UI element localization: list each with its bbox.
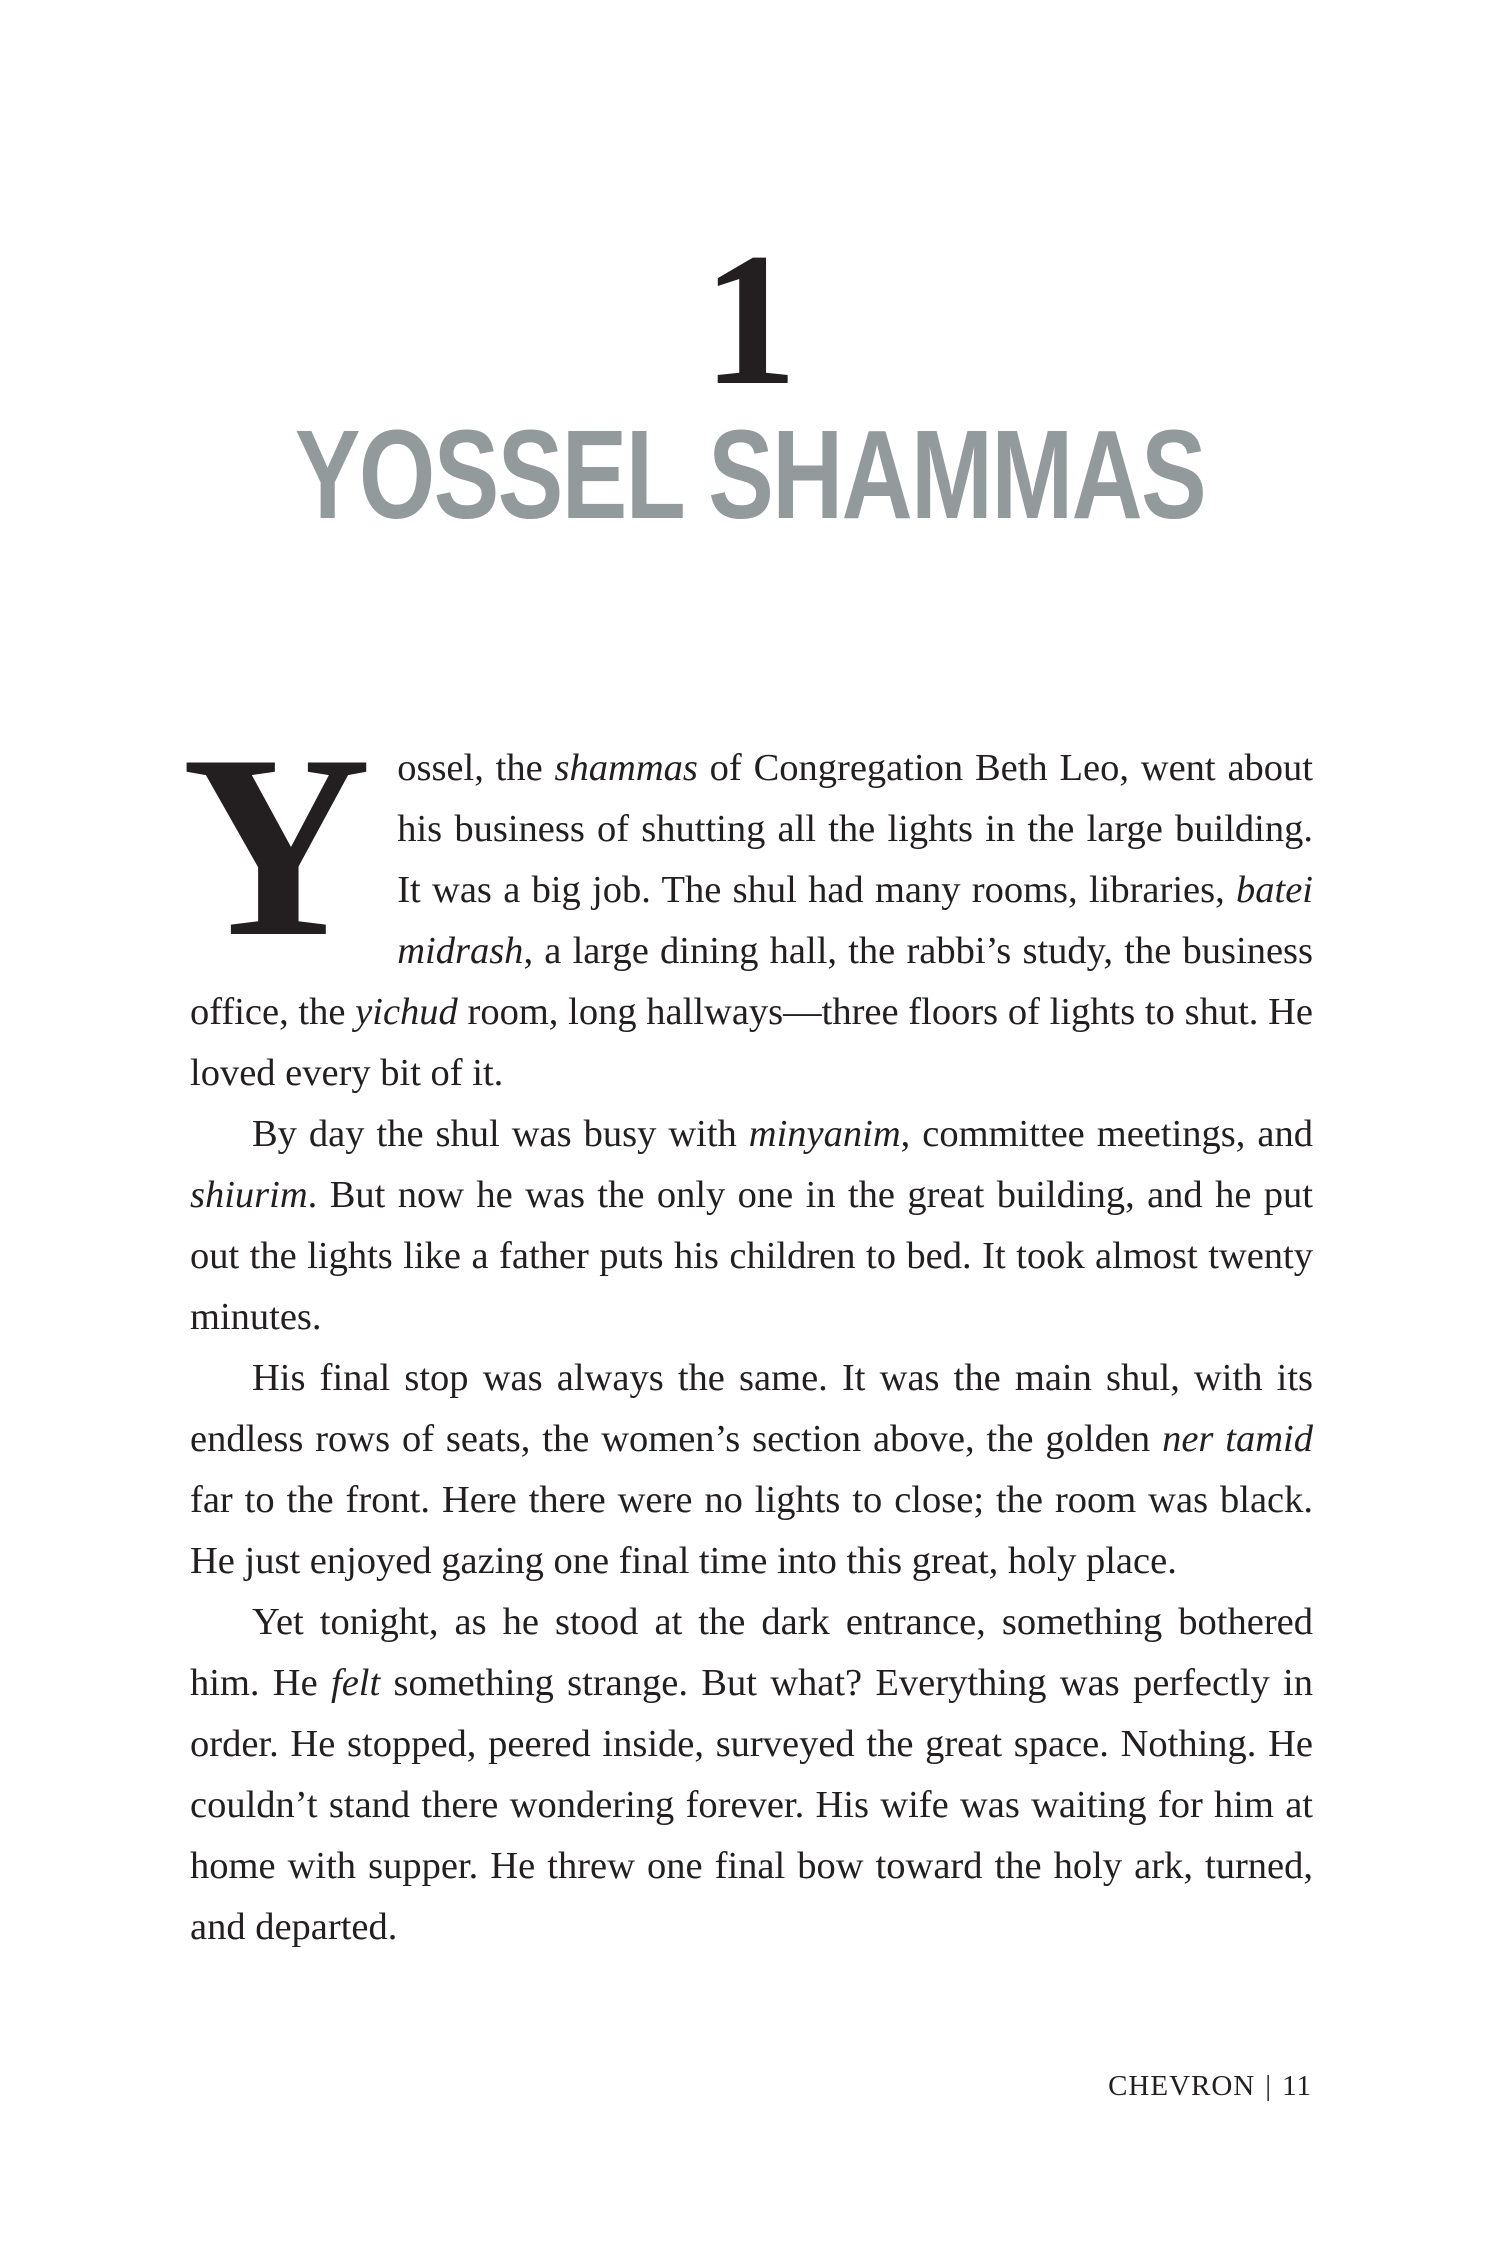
page-footer: [1108, 2068, 1312, 2104]
running-head: CHEVRON: [1108, 2070, 1256, 2102]
text-run: By day the shul was busy with: [252, 1113, 749, 1155]
italic-term: felt: [331, 1662, 381, 1704]
drop-cap: Y: [182, 701, 372, 991]
page-number: 11: [1282, 2070, 1312, 2102]
text-run: ossel, the: [397, 747, 555, 789]
italic-term: ner tamid: [1162, 1418, 1313, 1460]
text-run: His final stop was always the same. It was the main shul, with its endless rows of seats, the women’s section above, the golden: [190, 1357, 1313, 1460]
text-run: . But now he was the only one in the great building, and he put out the lights like a father puts his children to bed. It took almost twenty minutes.: [190, 1174, 1313, 1338]
text-run: room, long hallways—three floors of lights to shut. He loved every bit of it.: [190, 991, 1313, 1094]
text-run: Yet tonight, as he stood at the dark entrance, something bothered him. He: [190, 1601, 1313, 1704]
text-run: something strange. But what? Everything was perfectly in order. He stopped, peered inside, surveyed the great space. Nothing. He couldn’t stand there wondering forever. His wife was waiting for him at home with supper. He threw one final bow toward the holy ark, turned, and departed.: [190, 1662, 1313, 1948]
text-run: , a large dining hall, the rabbi’s study, the business office, the: [190, 930, 1313, 1033]
chapter-title: YOSSEL SHAMMAS: [294, 404, 1206, 545]
italic-term: minyanim: [748, 1113, 901, 1155]
text-run: , committee meetings, and: [900, 1113, 1313, 1155]
italic-term: shiurim: [190, 1174, 308, 1216]
footer-separator: |: [1265, 2070, 1273, 2102]
chapter-body: [182, 701, 1313, 1958]
paragraph: [190, 1104, 1313, 1348]
italic-term: shammas: [554, 747, 698, 789]
paragraph: [190, 1592, 1313, 1958]
paragraph: [190, 1348, 1313, 1592]
italic-term: yichud: [355, 991, 458, 1033]
text-run: far to the front. Here there were no lights to close; the room was black. He just enjoyed gazing one final time into this great, holy place.: [190, 1479, 1313, 1582]
paragraph: [182, 701, 1313, 1104]
chapter-number: 1: [702, 215, 798, 425]
italic-term: batei midrash: [397, 869, 1313, 972]
text-run: of Congregation Beth Leo, went about his business of shutting all the lights in the large building. It was a big job. The shul had many rooms, libraries,: [397, 747, 1313, 911]
